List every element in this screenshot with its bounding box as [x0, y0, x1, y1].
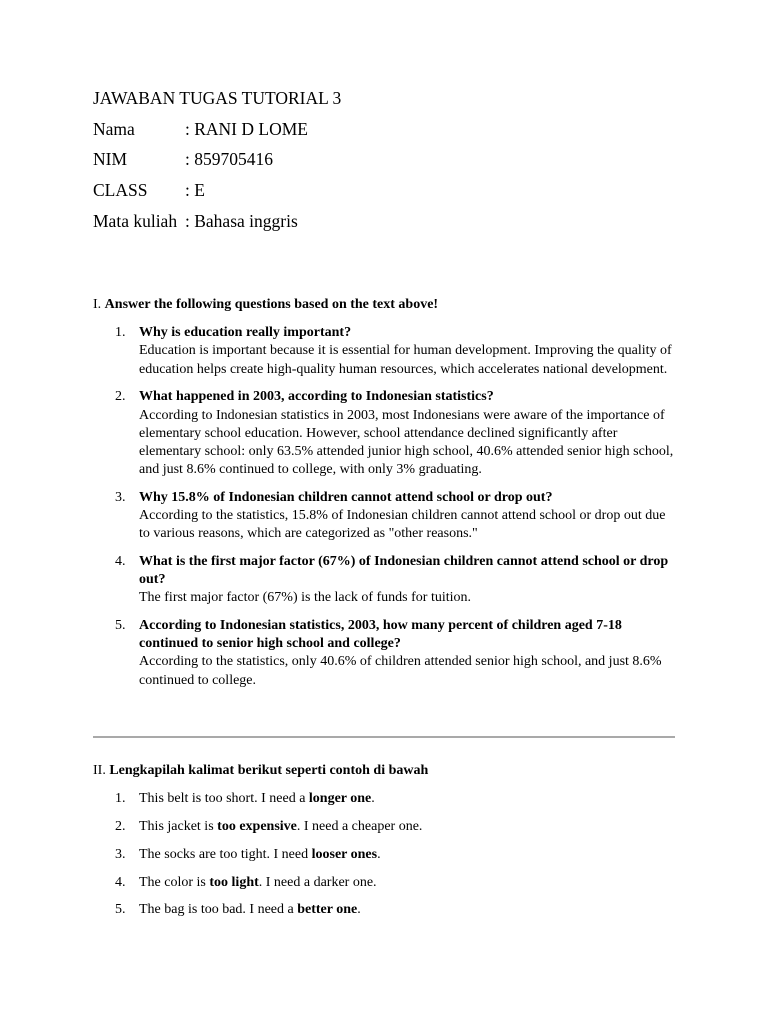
- field-nim: [93, 147, 341, 178]
- field-label: CLASS: [93, 180, 148, 201]
- sentence-answer: too light: [209, 874, 259, 890]
- answer-text: According to the statistics, only 40.6% of children attended senior high school, and just 8.6% continued to college.: [139, 654, 662, 688]
- answer-text: The first major factor (67%) is the lack of funds for tuition.: [139, 590, 472, 606]
- field-label: Mata kuliah: [93, 210, 178, 231]
- item-number: 1.: [115, 791, 126, 807]
- field-mata-kuliah: [93, 209, 341, 240]
- sentence-start: The socks are too tight. I need: [139, 846, 312, 862]
- answer-text: According to Indonesian statistics in 2003, most Indonesians were aware of the importance of elementary school education. However, school attendance declined significantly after elementary school: only 63.5% attended junior high school, 40.6% attended senior high school, and just 8.6% continued to college, with only 3% graduating.: [139, 407, 674, 478]
- question-list: [93, 324, 675, 690]
- list-item: [93, 846, 675, 864]
- sentence-end: . I need a darker one.: [258, 874, 377, 890]
- question-text: Why is education really important?: [139, 325, 352, 341]
- item-number: 4.: [115, 874, 126, 890]
- document-title: JAWABAN TUGAS TUTORIAL 3: [93, 88, 342, 108]
- field-nama: [93, 117, 341, 148]
- sentence-answer: too expensive: [217, 819, 297, 834]
- list-item: [93, 553, 675, 608]
- list-item: [93, 818, 675, 836]
- list-item: [93, 790, 675, 808]
- sentence-start: The bag is too bad. I need a: [139, 902, 298, 918]
- field-value: : RANI D LOME: [185, 118, 308, 139]
- section-numeral: I.: [93, 297, 102, 312]
- list-item: [93, 874, 675, 892]
- sentence-end: .: [357, 902, 361, 918]
- field-value: : 859705416: [185, 149, 273, 170]
- sentence-list: [93, 790, 675, 919]
- item-number: 4.: [115, 553, 126, 569]
- section-sentences: [93, 762, 675, 929]
- question-text: According to Indonesian statistics, 2003, how many percent of children aged 7-18 continued to senior high school and college?: [139, 618, 622, 652]
- item-number: 5.: [115, 902, 126, 918]
- sentence-answer: looser ones: [311, 846, 378, 862]
- question-text: What is the first major factor (67%) of Indonesian children cannot attend school or drop out?: [139, 553, 669, 588]
- sentence-end: .: [371, 791, 375, 807]
- list-item: [93, 901, 675, 919]
- field-label: Nama: [93, 118, 135, 139]
- item-number: 3.: [115, 846, 126, 862]
- list-item: [93, 324, 675, 379]
- item-number: 2.: [115, 389, 126, 405]
- sentence-start: This jacket is: [139, 819, 218, 834]
- list-item: [93, 617, 675, 690]
- horizontal-divider: [93, 736, 675, 738]
- field-value: : E: [185, 180, 205, 201]
- sentence-end: . I need a cheaper one.: [296, 819, 423, 834]
- field-class: [93, 178, 341, 209]
- answer-text: Education is important because it is essential for human development. Improving the quality of education helps create high-quality human resources, which accelerates national development.: [139, 343, 672, 377]
- item-number: 3.: [115, 489, 126, 505]
- field-value: : Bahasa inggris: [185, 210, 298, 231]
- answer-text: According to the statistics, 15.8% of Indonesian children cannot attend school or drop out due to various reasons, which are categorized as "other reasons.": [139, 508, 666, 542]
- question-text: What happened in 2003, according to Indonesian statistics?: [139, 389, 494, 405]
- section-title: Lengkapilah kalimat berikut seperti contoh di bawah: [109, 763, 429, 778]
- item-number: 2.: [115, 819, 126, 834]
- section-questions: [93, 296, 675, 699]
- list-item: [93, 388, 675, 479]
- sentence-answer: better one: [297, 902, 358, 918]
- question-text: Why 15.8% of Indonesian children cannot attend school or drop out?: [139, 489, 553, 505]
- item-number: 5.: [115, 618, 126, 634]
- section-title: Answer the following questions based on the text above!: [104, 297, 439, 312]
- sentence-end: .: [377, 846, 381, 862]
- sentence-start: This belt is too short. I need a: [139, 791, 309, 807]
- section-heading: [93, 762, 675, 780]
- sentence-answer: longer one: [308, 791, 372, 807]
- list-item: [93, 489, 675, 544]
- item-number: 1.: [115, 325, 126, 341]
- sentence-start: The color is: [139, 874, 210, 890]
- field-label: NIM: [93, 149, 128, 170]
- section-heading: [93, 296, 675, 314]
- section-numeral: II.: [93, 763, 106, 778]
- header-block: [93, 86, 341, 239]
